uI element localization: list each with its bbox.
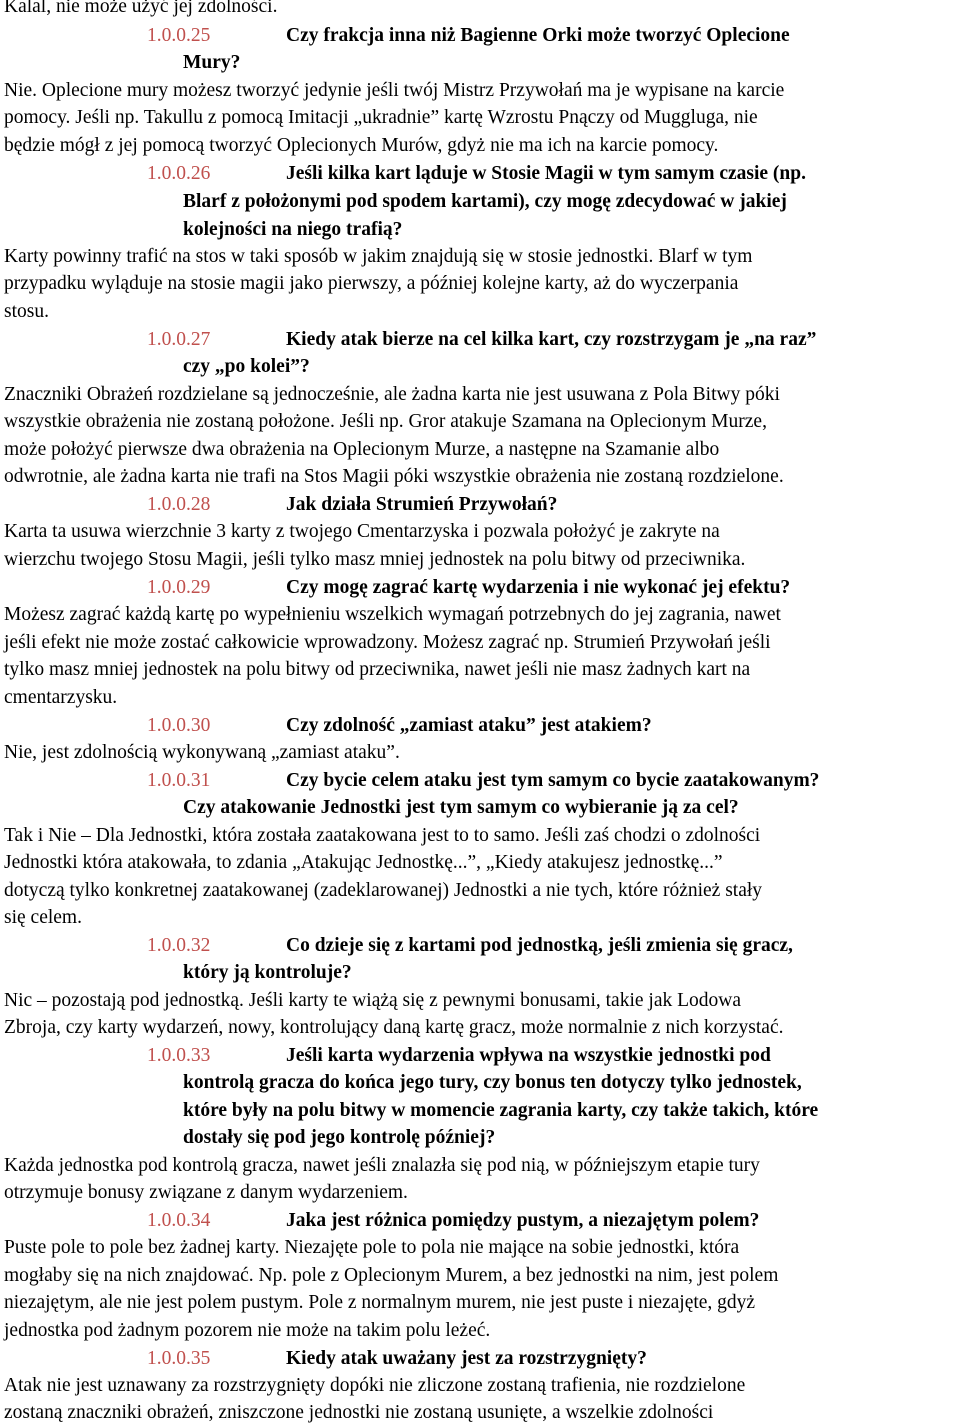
- faq-answer-line: może położyć pierwsze dwa obrażenia na Oplecionym Murze, a następne na Szamanie albo: [4, 439, 720, 460]
- faq-number: 1.0.0.32: [147, 935, 211, 956]
- faq-question-line: czy „po kolei”?: [183, 356, 310, 377]
- faq-answer-line: będzie mógł z jej pomocą tworzyć Oplecionych Murów, gdyż nie ma ich na karcie pomocy.: [4, 135, 719, 156]
- faq-question-line: dostały się pod jego kontrolę później?: [183, 1127, 496, 1148]
- faq-question-line: kontrolą gracza do końca jego tury, czy bonus ten dotyczy tylko jednostek,: [183, 1072, 802, 1093]
- faq-answer-line: Nic – pozostają pod jednostką. Jeśli karty te wiążą się z pewnymi bonusami, takie jak Lodowa: [4, 990, 742, 1011]
- intro-line: Kalal, nie może użyć jej zdolności.: [4, 0, 278, 17]
- faq-question-line: kolejności na niego trafią?: [183, 219, 403, 240]
- faq-answer-line: Atak nie jest uznawany za rozstrzygnięty dopóki nie zliczone zostaną trafienia, nie rozdzielone: [4, 1375, 746, 1396]
- faq-answer-line: stosu.: [4, 301, 49, 322]
- faq-question-line: Jeśli kilka kart ląduje w Stosie Magii w tym samym czasie (np.: [286, 163, 806, 184]
- faq-answer-line: zostaną znaczniki obrażeń, zniszczone jednostki nie zostaną usunięte, a wszelkie zdolności: [4, 1402, 714, 1423]
- faq-answer-line: Nie. Oplecione mury możesz tworzyć jedynie jeśli twój Mistrz Przywołań ma je wypisane na karcie: [4, 80, 785, 101]
- faq-answer-line: mogłaby się na nich znajdować. Np. pole z Oplecionym Murem, a bez jednostki na nim, jest polem: [4, 1265, 779, 1286]
- faq-question-line: które były na polu bitwy w momencie zagrania karty, czy także takich, które: [183, 1100, 819, 1121]
- faq-answer-line: otrzymuje bonusy związane z danym wydarzeniem.: [4, 1182, 408, 1203]
- faq-question-line: Czy atakowanie Jednostki jest tym samym co wybieranie ją za cel?: [183, 797, 739, 818]
- faq-question-line: Mury?: [183, 52, 241, 73]
- faq-answer-line: wszystkie obrażenia nie zostaną położone. Jeśli np. Gror atakuje Szamana na Oplecionym Murze,: [4, 411, 767, 432]
- faq-answer-line: Zbroja, czy karty wydarzeń, nowy, kontrolujący daną kartę gracz, może normalnie z nich korzystać.: [4, 1017, 784, 1038]
- faq-question-line: Jaka jest różnica pomiędzy pustym, a niezajętym polem?: [286, 1210, 760, 1231]
- faq-question-line: Kiedy atak bierze na cel kilka kart, czy rozstrzygam je „na raz”: [286, 329, 817, 350]
- faq-number: 1.0.0.26: [147, 163, 211, 184]
- faq-question-line: Jak działa Strumień Przywołań?: [286, 494, 558, 515]
- faq-question-line: który ją kontroluje?: [183, 962, 352, 983]
- faq-question-line: Czy bycie celem ataku jest tym samym co bycie zaatakowanym?: [286, 770, 820, 791]
- faq-number: 1.0.0.34: [147, 1210, 211, 1231]
- faq-answer-line: cmentarzysku.: [4, 687, 118, 708]
- faq-question-line: Blarf z położonymi pod spodem kartami), czy mogę zdecydować w jakiej: [183, 191, 787, 212]
- faq-answer-line: Każda jednostka pod kontrolą gracza, nawet jeśli znalazła się pod nią, w późniejszym etapie tury: [4, 1155, 760, 1176]
- faq-answer-line: pomocy. Jeśli np. Takullu z pomocą Imitacji „ukradnie” kartę Wzrostu Pnączy od Muggluga, nie: [4, 107, 758, 128]
- faq-answer-line: Karta ta usuwa wierzchnie 3 karty z twojego Cmentarzyska i pozwala położyć je zakryte na: [4, 521, 720, 542]
- faq-answer-line: przypadku wyląduje na stosie magii jako pierwszy, a później kolejne karty, aż do wyczerpania: [4, 273, 739, 294]
- faq-answer-line: Możesz zagrać każdą kartę po wypełnieniu wszelkich wymagań potrzebnych do jej zagrania, nawet: [4, 604, 781, 625]
- faq-answer-line: odwrotnie, ale żadna karta nie trafi na Stos Magii póki wszystkie obrażenia nie zostaną rozdzielone.: [4, 466, 784, 487]
- faq-answer-line: Jednostki która atakowała, to zdania „Atakując Jednostkę...”, „Kiedy atakujesz jednostkę...”: [4, 852, 723, 873]
- faq-question-line: Co dzieje się z kartami pod jednostką, jeśli zmienia się gracz,: [286, 935, 793, 956]
- faq-answer-line: Tak i Nie – Dla Jednostki, która została zaatakowana jest to to samo. Jeśli zaś chodzi o zdolności: [4, 825, 761, 846]
- faq-number: 1.0.0.35: [147, 1348, 211, 1369]
- faq-answer-line: niezajętym, ale nie jest polem pustym. Pole z normalnym murem, nie jest puste i niezajęte, gdyż: [4, 1292, 756, 1313]
- faq-answer-line: się celem.: [4, 907, 82, 928]
- faq-answer-line: tylko masz mniej jednostek na polu bitwy od przeciwnika, nawet jeśli nie masz żadnych kart na: [4, 659, 751, 680]
- faq-number: 1.0.0.33: [147, 1045, 211, 1066]
- faq-number: 1.0.0.28: [147, 494, 211, 515]
- faq-answer-line: wierzchu twojego Stosu Magii, jeśli tylko masz mniej jednostek na polu bitwy od przeciwnika.: [4, 549, 746, 570]
- faq-number: 1.0.0.25: [147, 25, 211, 46]
- faq-question-line: Kiedy atak uważany jest za rozstrzygnięty?: [286, 1348, 647, 1369]
- faq-answer-line: Nie, jest zdolnością wykonywaną „zamiast ataku”.: [4, 742, 400, 763]
- faq-number: 1.0.0.29: [147, 577, 211, 598]
- faq-answer-line: Znaczniki Obrażeń rozdzielane są jednocześnie, ale żadna karta nie jest usuwana z Pola Bitwy póki: [4, 384, 780, 405]
- faq-question-line: Jeśli karta wydarzenia wpływa na wszystkie jednostki pod: [286, 1045, 771, 1066]
- faq-question-line: Czy frakcja inna niż Bagienne Orki może tworzyć Oplecione: [286, 25, 790, 46]
- faq-question-line: Czy zdolność „zamiast ataku” jest atakiem?: [286, 715, 652, 736]
- faq-answer-line: Puste pole to pole bez żadnej karty. Niezajęte pole to pola nie mające na sobie jednostki, która: [4, 1237, 740, 1258]
- faq-number: 1.0.0.30: [147, 715, 211, 736]
- faq-number: 1.0.0.31: [147, 770, 211, 791]
- faq-answer-line: Karty powinny trafić na stos w taki sposób w jakim znajdują się w stosie jednostki. Blarf w tym: [4, 246, 753, 267]
- faq-answer-line: jednostka pod żadnym pozorem nie może na takim polu leżeć.: [4, 1320, 491, 1341]
- faq-number: 1.0.0.27: [147, 329, 211, 350]
- faq-answer-line: dotyczą tylko konkretnej zaatakowanej (zadeklarowanej) Jednostki a nie tych, które różnież stały: [4, 880, 763, 901]
- faq-question-line: Czy mogę zagrać kartę wydarzenia i nie wykonać jej efektu?: [286, 577, 791, 598]
- faq-answer-line: jeśli efekt nie może zostać całkowicie wprowadzony. Możesz zagrać np. Strumień Przywołań jeśli: [4, 632, 771, 653]
